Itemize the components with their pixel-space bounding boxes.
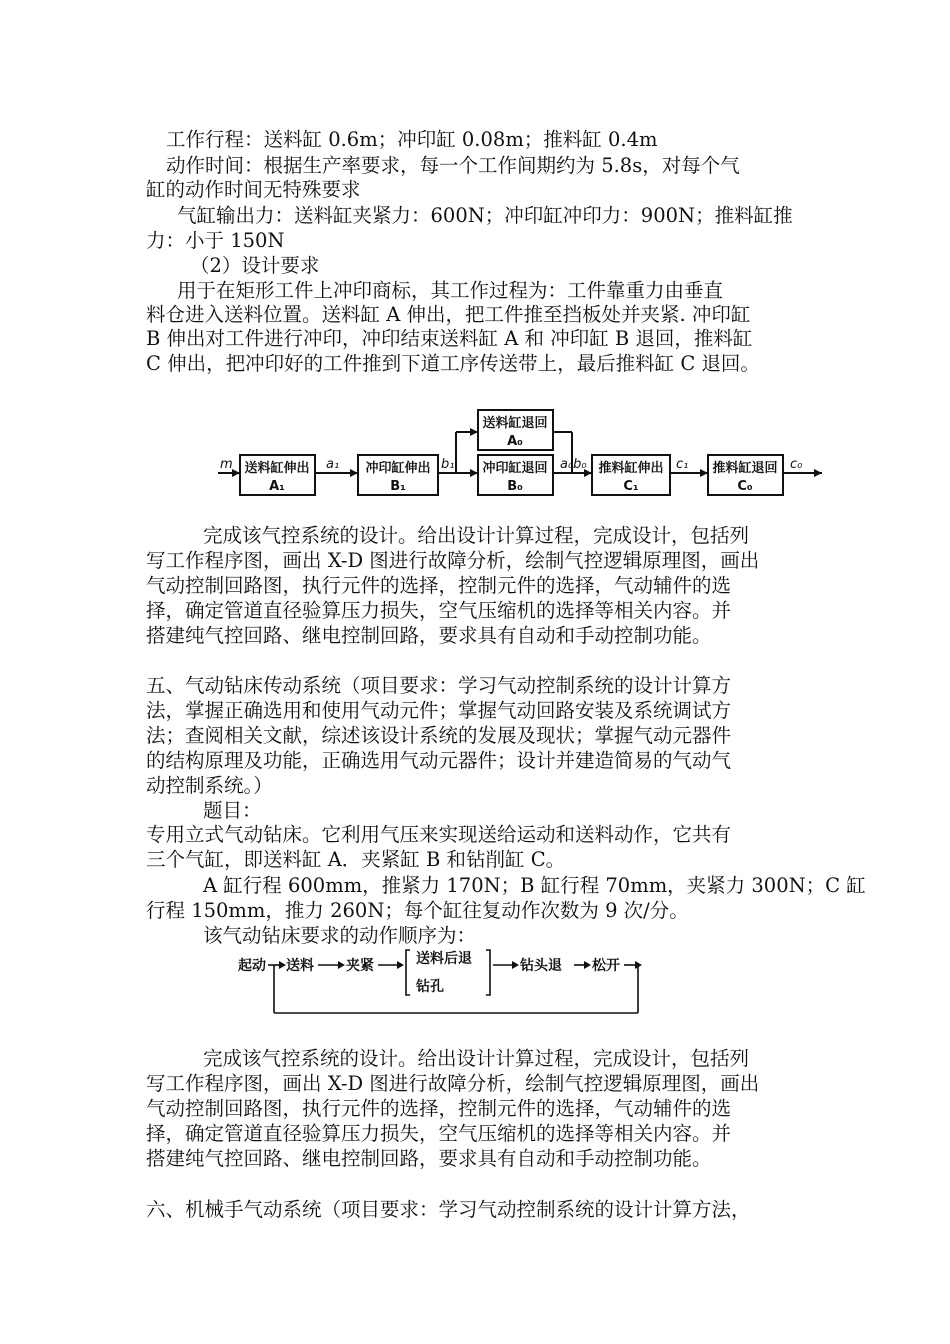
output-force-line-cont: 力：小于 150N: [146, 229, 285, 252]
step-label: 钻孔: [416, 979, 444, 995]
box-code: B₀: [507, 479, 523, 494]
sequence-block-diagram: [210, 400, 830, 510]
section-5-heading-cont-2: 法；查阅相关文献，综述该设计系统的发展及现状；掌握气动元器件: [146, 724, 732, 747]
box-code: A₀: [507, 434, 523, 449]
signal-label: b₁: [441, 457, 455, 472]
completion-paragraph-2-line-5: 搭建纯气控回路、继电控制回路，要求具有自动和手动控制功能。: [146, 1147, 712, 1170]
step-label: 送料后退: [416, 951, 472, 967]
box-label: 送料缸伸出: [244, 461, 310, 476]
completion-paragraph-2-line-4: 择，确定管道直径验算压力损失，空气压缩机的选择等相关内容。并: [146, 1122, 732, 1145]
box-code: C₀: [737, 479, 753, 494]
topic-label: 题目：: [203, 799, 262, 822]
step-label: 松开: [592, 958, 620, 974]
section-5-heading-cont-3: 的结构原理及功能，正确选用气动元器件；设计并建造简易的气动气: [146, 749, 732, 772]
drilling-sequence-diagram: [238, 945, 658, 1020]
work-stroke-line: 工作行程：送料缸 0.6m；冲印缸 0.08m；推料缸 0.4m: [166, 128, 658, 151]
action-time-line: 动作时间：根据生产率要求，每一个工作间期约为 5.8s，对每个气: [166, 154, 740, 177]
box-label: 送料缸退回: [482, 416, 548, 431]
section-5-heading-cont-1: 法，掌握正确选用和使用气动元件；掌握气动回路安装及系统调试方: [146, 699, 732, 722]
completion-paragraph-2-line-3: 气动控制回路图，执行元件的选择，控制元件的选择，气动辅件的选: [146, 1097, 732, 1120]
box-label: 冲印缸伸出: [365, 461, 431, 476]
signal-label: a₁: [326, 457, 340, 472]
section-6-heading: 六、机械手气动系统（项目要求：学习气动控制系统的设计计算方法，: [146, 1198, 751, 1221]
signal-label: c₁: [676, 457, 689, 472]
process-paragraph-line-4: C 伸出，把冲印好的工件推到下道工序传送带上，最后推料缸 C 退回。: [146, 352, 760, 375]
box-code: A₁: [269, 479, 285, 494]
action-time-line-cont: 缸的动作时间无特殊要求: [146, 178, 361, 201]
signal-label: m: [220, 457, 233, 472]
step-label: 送料: [286, 958, 314, 974]
process-paragraph-line-1: 用于在矩形工件上冲印商标，其工作过程为：工件靠重力由垂直: [177, 279, 724, 302]
completion-paragraph-line-2: 写工作程序图，画出 X-D 图进行故障分析，绘制气控逻辑原理图，画出: [146, 549, 760, 572]
completion-paragraph-line-1: 完成该气控系统的设计。给出设计计算过程，完成设计，包括列: [203, 524, 750, 547]
completion-paragraph-2-line-2: 写工作程序图，画出 X-D 图进行故障分析，绘制气控逻辑原理图，画出: [146, 1072, 760, 1095]
completion-paragraph-line-5: 搭建纯气控回路、继电控制回路，要求具有自动和手动控制功能。: [146, 624, 712, 647]
section-5-heading-cont-4: 动控制系统。）: [146, 774, 273, 797]
topic-line-2: 三个气缸，即送料缸 A．夹紧缸 B 和钻削缸 C。: [146, 848, 566, 871]
step-label: 钻头退: [520, 958, 562, 974]
spec-line-1: A 缸行程 600mm，推紧力 170N；B 缸行程 70mm，夹紧力 300N；C 缸: [203, 874, 866, 897]
completion-paragraph-line-3: 气动控制回路图，执行元件的选择，控制元件的选择，气动辅件的选: [146, 574, 732, 597]
step-label: 夹紧: [346, 958, 374, 974]
process-paragraph-line-3: B 伸出对工件进行冲印，冲印结束送料缸 A 和 冲印缸 B 退回，推料缸: [146, 327, 753, 350]
step-label: 起动: [238, 958, 266, 974]
completion-paragraph-2-line-1: 完成该气控系统的设计。给出设计计算过程，完成设计，包括列: [203, 1047, 750, 1070]
signal-label: a₀b₀: [560, 457, 587, 472]
box-code: C₁: [623, 479, 639, 494]
box-code: B₁: [390, 479, 406, 494]
design-requirements-heading: （2）设计要求: [190, 254, 320, 277]
box-label: 推料缸伸出: [598, 461, 664, 476]
completion-paragraph-line-4: 择，确定管道直径验算压力损失，空气压缩机的选择等相关内容。并: [146, 599, 732, 622]
spec-line-2: 行程 150mm，推力 260N；每个缸往复动作次数为 9 次/分。: [146, 899, 689, 922]
box-label: 推料缸退回: [712, 461, 778, 476]
signal-label: c₀: [790, 457, 803, 472]
topic-line-1: 专用立式气动钻床。它利用气压来实现送给运动和送料动作，它共有: [146, 823, 732, 846]
output-force-line: 气缸输出力：送料缸夹紧力：600N；冲印缸冲印力：900N；推料缸推: [177, 204, 793, 227]
section-5-heading: 五、气动钻床传动系统（项目要求：学习气动控制系统的设计计算方: [146, 674, 732, 697]
process-paragraph-line-2: 料仓进入送料位置。送料缸 A 伸出，把工件推至挡板处并夹紧. 冲印缸: [146, 303, 751, 326]
sequence-intro: 该气动钻床要求的动作顺序为：: [203, 924, 477, 947]
box-label: 冲印缸退回: [482, 461, 548, 476]
